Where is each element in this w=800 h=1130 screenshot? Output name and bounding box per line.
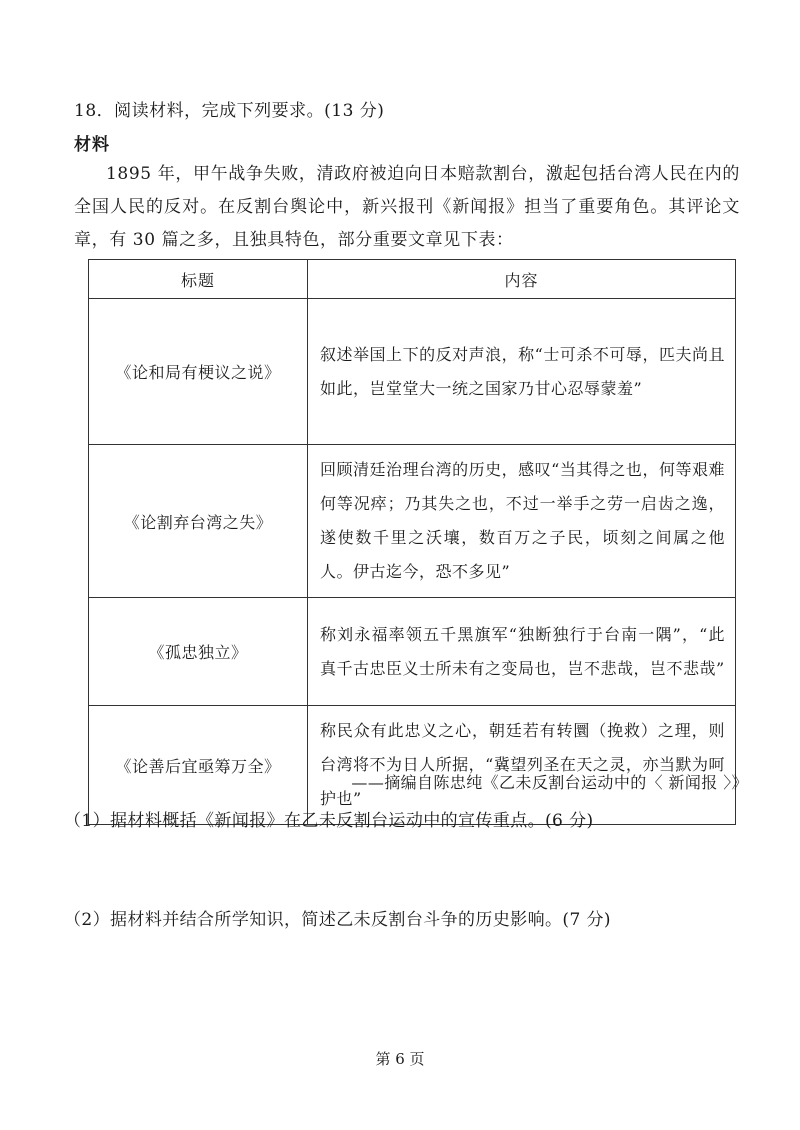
row-content: 称民众有此忠义之心，朝廷若有转圜（挽救）之理，则台湾将不为日人所据，“冀望列圣在天之灵，亦当默为呵护也” bbox=[308, 706, 736, 825]
row-title: 《论善后宜亟筹万全》 bbox=[89, 706, 308, 825]
row-content: 称刘永福率领五千黑旗军“独断独行于台南一隅”，“此真千古忠臣义士所未有之变局也，岂不悲哉，岂不悲哉” bbox=[308, 598, 736, 706]
sub-question-1: （1）据材料概括《新闻报》在乙未反割台运动中的宣传重点。(6 分) bbox=[64, 811, 594, 831]
material-source: ——摘编自陈忠纯《乙未反割台运动中的〈 新闻报 〉》 bbox=[351, 773, 748, 792]
row-content: 叙述举国上下的反对声浪，称“士可杀不可辱，匹夫尚且如此，岂堂堂大一统之国家乃甘心忍辱蒙羞” bbox=[308, 299, 736, 445]
table-row bbox=[89, 445, 736, 598]
table-header-row bbox=[89, 260, 736, 299]
row-title: 《论和局有梗议之说》 bbox=[89, 299, 308, 445]
question-title: 18．阅读材料，完成下列要求。(13 分) bbox=[74, 101, 385, 121]
material-label: 材料 bbox=[74, 135, 110, 155]
header-title: 标题 bbox=[89, 260, 308, 299]
page-number: 第 6 页 bbox=[375, 1050, 425, 1068]
header-content: 内容 bbox=[308, 260, 736, 299]
table-row bbox=[89, 299, 736, 445]
table-row bbox=[89, 598, 736, 706]
material-intro: 1895 年，甲午战争失败，清政府被迫向日本赔款割台，激起包括台湾人民在内的全国人民的反对。在反割台舆论中，新兴报刊《新闻报》担当了重要角色。其评论文章，有 30 篇之多，且独具特色，部分重要文章见下表： bbox=[74, 164, 740, 250]
row-title: 《孤忠独立》 bbox=[89, 598, 308, 706]
material-table bbox=[88, 259, 736, 825]
row-title: 《论割弃台湾之失》 bbox=[89, 445, 308, 598]
sub-question-2: （2）据材料并结合所学知识，简述乙未反割台斗争的历史影响。(7 分) bbox=[64, 910, 611, 930]
row-content: 回顾清廷治理台湾的历史，感叹“当其得之也，何等艰难何等况瘁；乃其失之也，不过一举手之劳一启齿之逸，遂使数千里之沃壤，数百万之子民，顷刻之间属之他人。伊古迄今，恐不多见” bbox=[308, 445, 736, 598]
